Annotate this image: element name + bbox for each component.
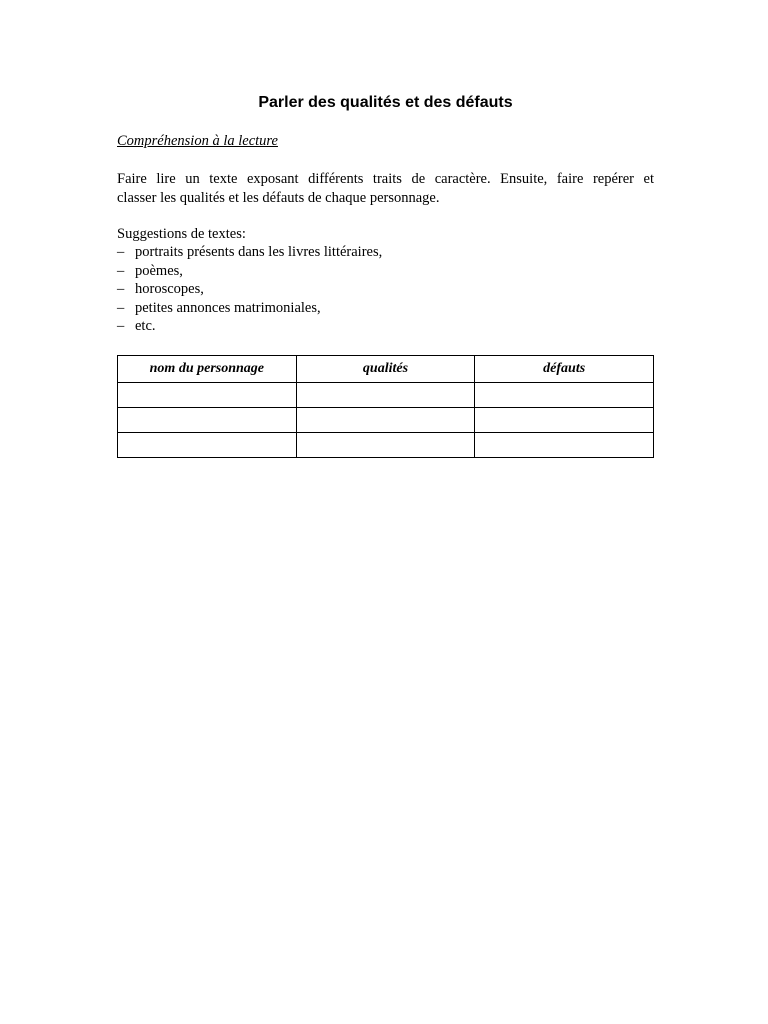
list-dash: – [117,299,125,316]
table-cell [118,383,297,408]
list-item-text: etc. [135,318,156,334]
list-item-text: horoscopes, [135,281,204,297]
table-cell [475,408,654,433]
list-item [117,317,382,336]
list-item [117,262,382,281]
page-title: Parler des qualités et des défauts [258,94,513,111]
table-cell [296,383,475,408]
list-item-text: petites annonces matrimoniales, [135,299,321,316]
suggestions-list [117,243,382,336]
table-cell [296,408,475,433]
header-qualities: qualités [296,356,475,383]
table-cell [475,383,654,408]
list-item [117,280,382,299]
section-subtitle: Compréhension à la lecture [117,133,278,149]
list-dash: – [117,281,125,297]
list-dash: – [117,262,125,279]
intro-paragraph [117,170,654,208]
list-item-text: poèmes, [135,262,183,279]
list-item-text: portraits présents dans les livres littéraires, [135,244,383,260]
character-traits-table [117,355,654,458]
table-row [118,433,654,458]
table-cell [118,433,297,458]
intro-line-2: classer les qualités et les défauts de chaque personnage. [117,190,440,206]
table-cell [296,433,475,458]
list-dash: – [117,244,125,260]
table-cell [475,433,654,458]
table-row [118,408,654,433]
table-header-row [118,356,654,383]
suggestions-label: Suggestions de textes: [117,226,246,242]
header-defects: défauts [475,356,654,383]
header-character-name: nom du personnage [118,356,297,383]
list-item [117,243,382,262]
table-row [118,383,654,408]
table-cell [118,408,297,433]
intro-line-1: Faire lire un texte exposant différents traits de caractère. Ensuite, faire repérer et [117,171,654,187]
list-dash: – [117,318,125,334]
list-item [117,299,382,318]
